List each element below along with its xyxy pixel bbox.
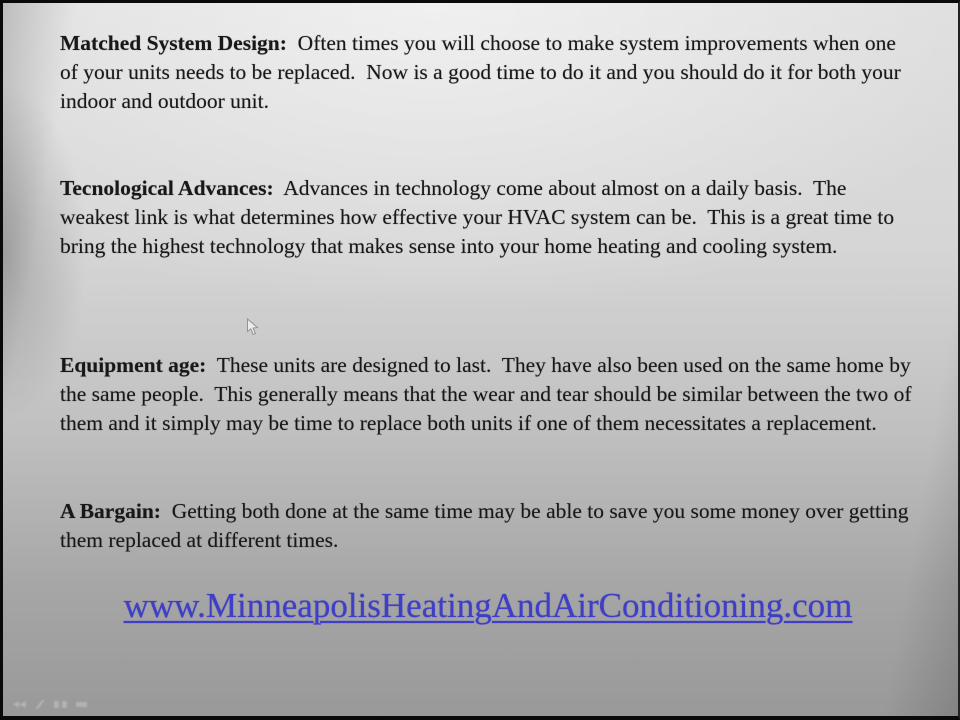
paragraph-body: Getting both done at the same time may be able to save you some money over getting them replaced at different times. xyxy=(60,499,914,552)
paragraph-body: These units are designed to last. They have also been used on the same home by the same people. This generally means that the wear and tear should be similar between the two of them and it simply may be time to replace both units if one of them necessitates a replacement. xyxy=(60,353,917,435)
paragraph-heading: A Bargain: xyxy=(60,499,161,523)
paragraph-heading: Matched System Design: xyxy=(60,31,287,55)
paragraph-a-bargain xyxy=(60,497,916,555)
paragraph-equipment-age xyxy=(60,351,916,438)
rewind-icon xyxy=(13,701,26,708)
slash-icon xyxy=(35,700,45,709)
dash-icon xyxy=(76,702,87,707)
paragraph-matched-system-design xyxy=(60,29,916,116)
video-controls-artifact xyxy=(13,700,87,709)
website-link-row xyxy=(60,585,916,627)
pause-icon xyxy=(54,701,67,708)
mouse-cursor-icon xyxy=(246,318,259,341)
paragraph-heading: Equipment age: xyxy=(60,353,207,377)
paragraph-body: Often times you will choose to make system improvements when one of your units needs to be replaced. Now is a good time to do it and you should do it for both your indoor and outdoor unit. xyxy=(60,31,907,113)
paragraph-heading: Tecnological Advances: xyxy=(60,176,274,200)
paragraph-body: Advances in technology come about almost on a daily basis. The weakest link is what determines how effective your HVAC system can be. This is a great time to bring the highest technology that makes sense into your home heating and cooling system. xyxy=(60,176,900,258)
website-link[interactable]: www.MinneapolisHeatingAndAirConditioning.com xyxy=(123,586,853,625)
paragraph-tecnological-advances xyxy=(60,174,916,261)
